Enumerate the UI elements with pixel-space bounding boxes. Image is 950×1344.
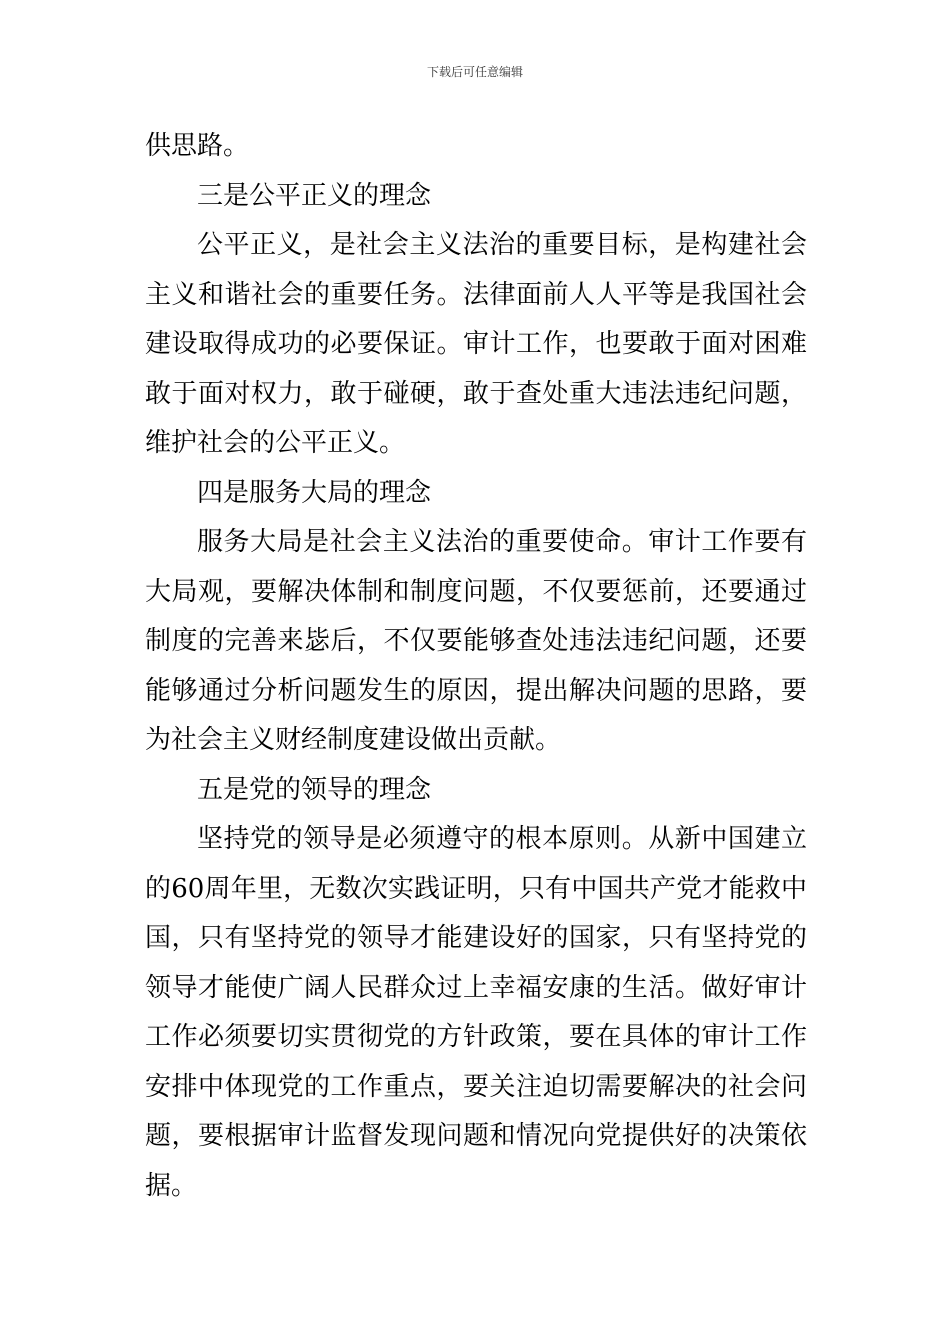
section-heading: 三是公平正义的理念 — [197, 180, 432, 211]
text-line: 国，只有坚持党的领导才能建设好的国家，只有坚持党的 — [145, 923, 807, 953]
text-line: 建设取得成功的必要保证。审计工作，也要敢于面对困难 — [145, 329, 807, 359]
text-line: 安排中体现党的工作重点，要关注迫切需要解决的社会问 — [145, 1071, 807, 1102]
section-heading: 四是服务大局的理念 — [197, 477, 432, 508]
text-line: 维护社会的公平正义。 — [145, 428, 406, 458]
text-line: 工作必须要切实贯彻党的方针政策，要在具体的审计工作 — [145, 1022, 807, 1052]
text-line: 题，要根据审计监督发现问题和情况向党提供好的决策依 — [145, 1121, 807, 1151]
text-line: 主义和谐社会的重要任务。法律面前人人平等是我国社会 — [145, 279, 807, 310]
text-line: 供思路。 — [145, 131, 250, 161]
text-line: 的60周年里，无数次实践证明，只有中国共产党才能救中 — [145, 873, 807, 904]
text-line: 公平正义，是社会主义法治的重要目标，是构建社会 — [197, 230, 807, 260]
text-line: 制度的完善来毖后，不仅要能够查处违法违纪问题，还要 — [145, 626, 807, 656]
text-line: 敢于面对权力，敢于碰硬，敢于查处重大违法违纪问题， — [145, 378, 807, 409]
text-line: 坚持党的领导是必须遵守的根本原则。从新中国建立 — [197, 824, 807, 854]
page-header: 下载后可任意编辑 — [426, 65, 523, 79]
text-line: 服务大局是社会主义法治的重要使命。审计工作要有 — [197, 527, 807, 557]
text-line: 大局观，要解决体制和制度问题，不仅要惩前，还要通过 — [145, 576, 807, 607]
text-line: 领导才能使广阔人民群众过上幸福安康的生活。做好审计 — [145, 972, 807, 1003]
document-body — [145, 122, 807, 1211]
section-heading: 五是党的领导的理念 — [197, 774, 432, 805]
text-line: 为社会主义财经制度建设做出贡献。 — [145, 725, 562, 755]
text-line: 据。 — [145, 1170, 198, 1201]
text-line: 能够通过分析问题发生的原因，提出解决问题的思路，要 — [145, 675, 807, 706]
